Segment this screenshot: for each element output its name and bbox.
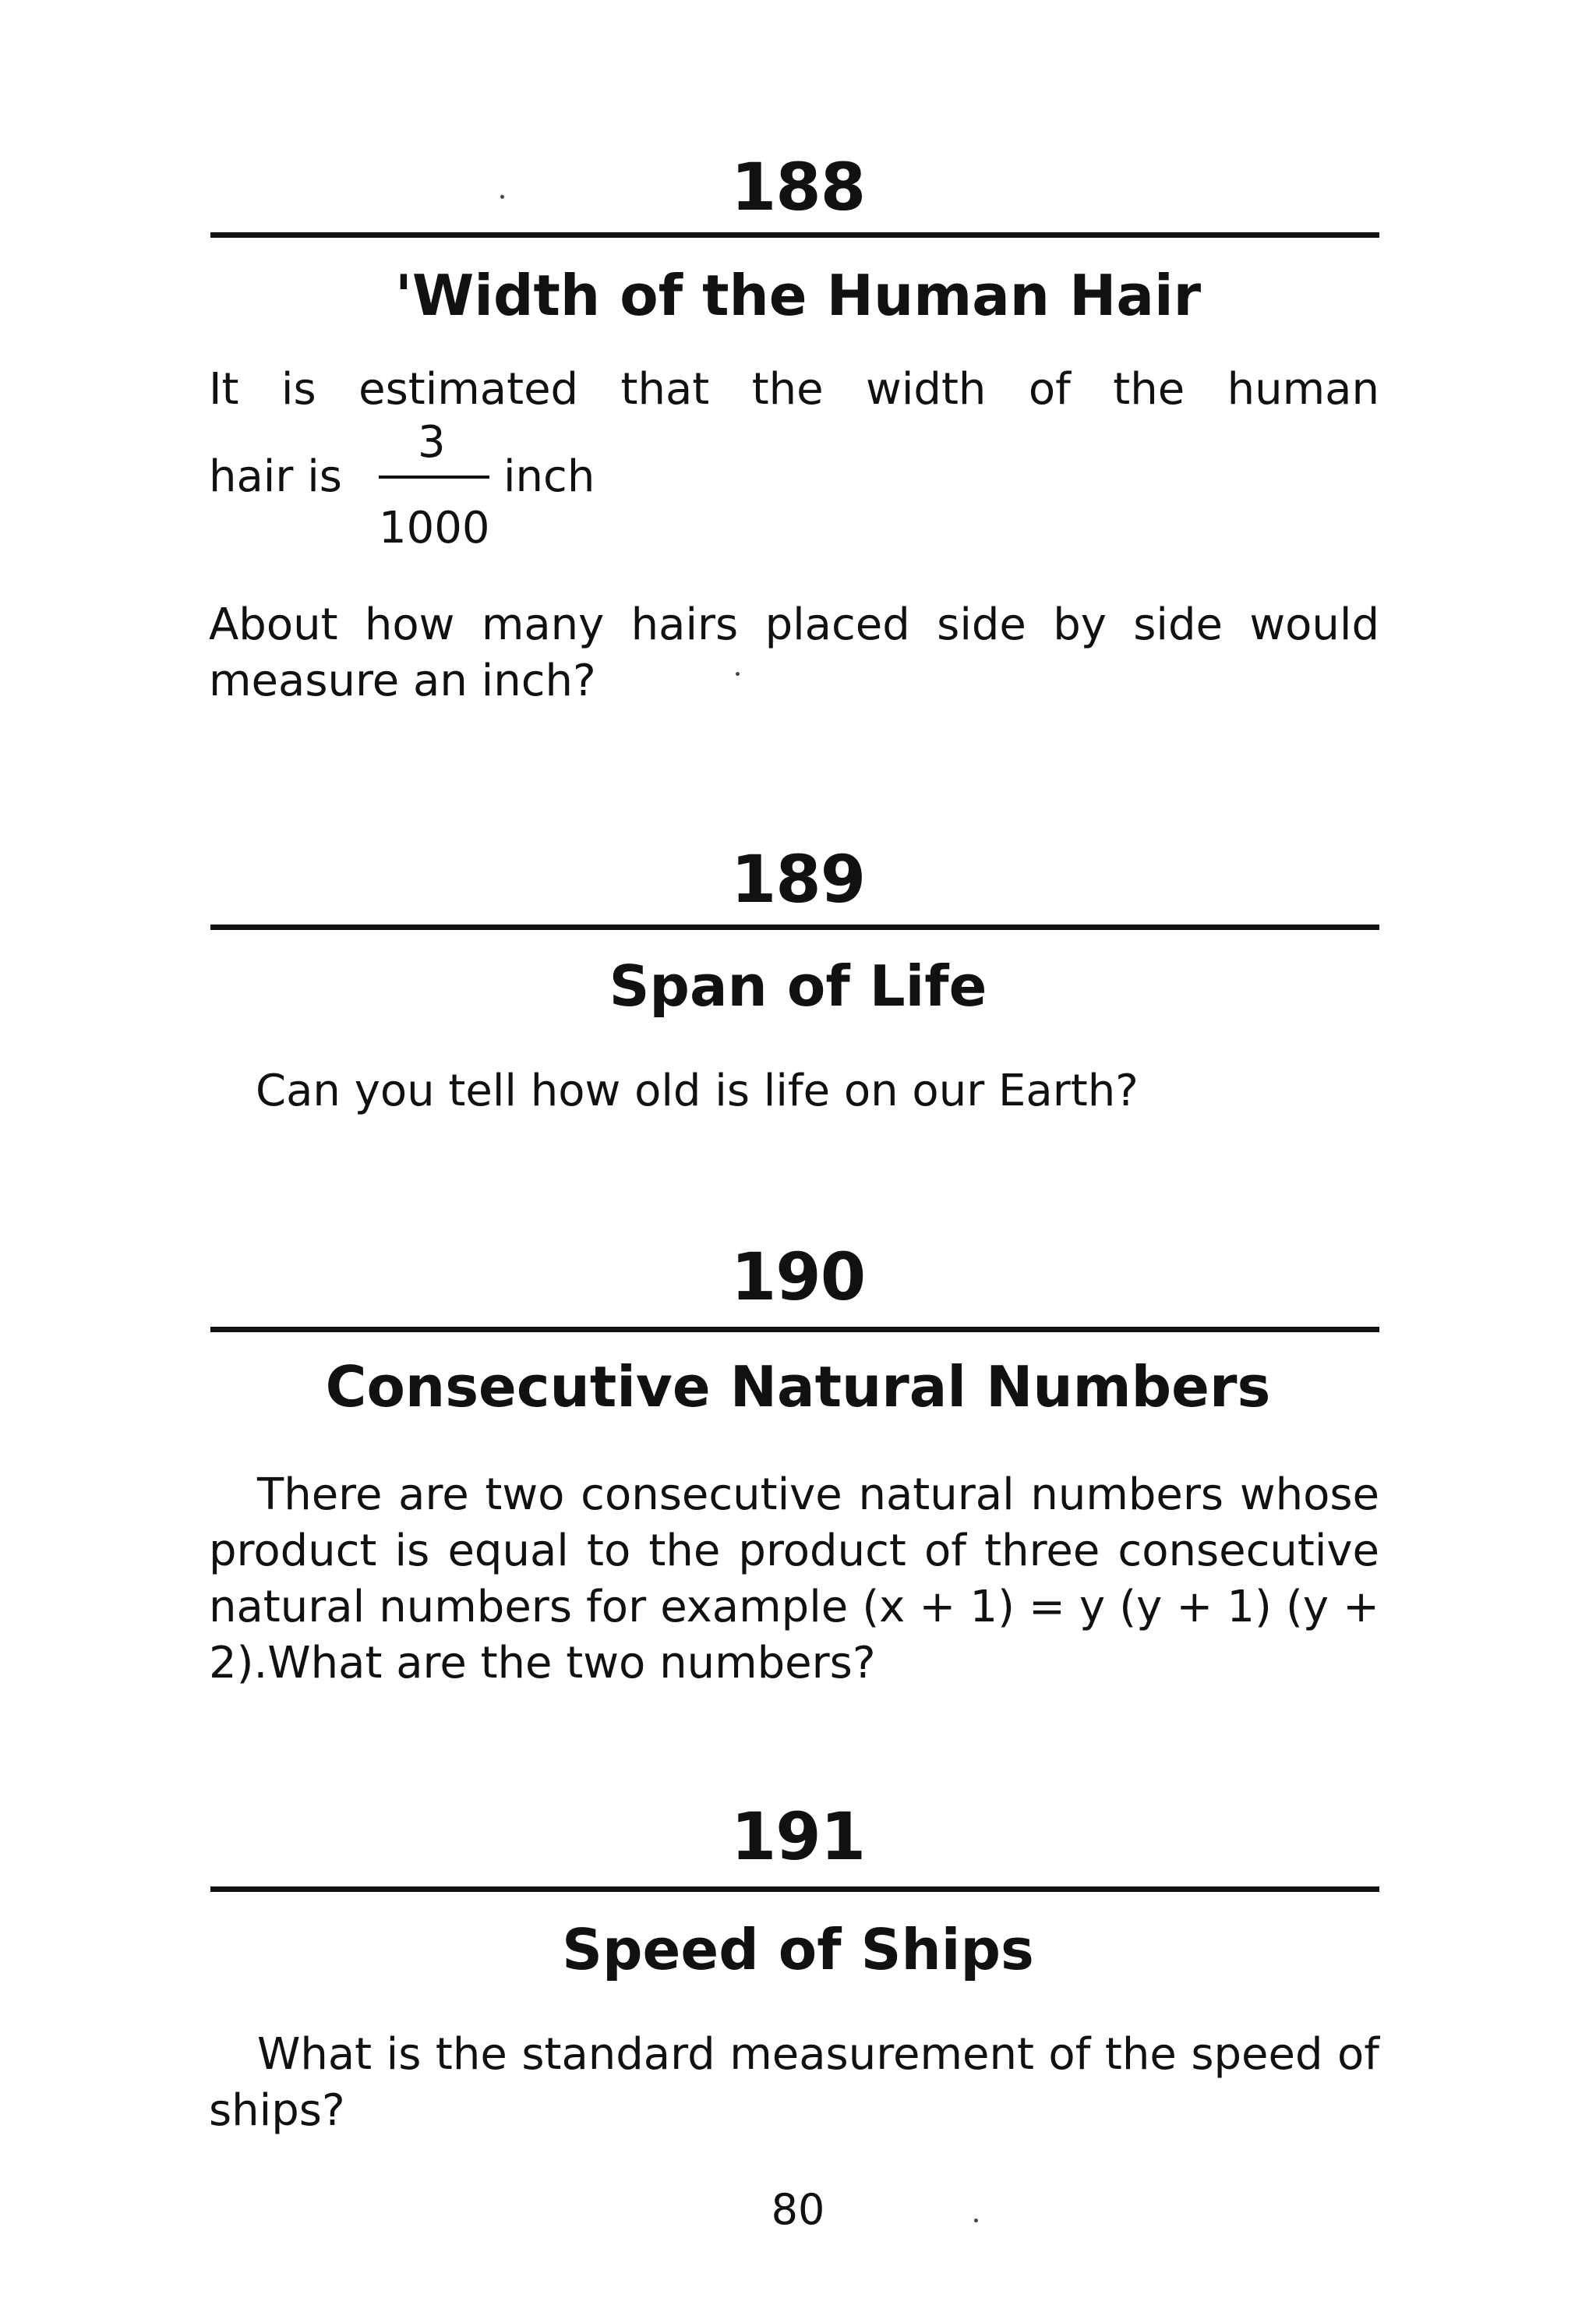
section-divider [210,925,1379,930]
scan-speck [500,195,504,199]
section-divider [210,1327,1379,1332]
puzzle-number-188: 188 [730,149,866,225]
puzzle-question-188: About how many hairs placed side by side would measure an inch? [209,599,1379,706]
section-divider [210,1886,1379,1892]
puzzle-title-188: 'Width of the Human Hair [394,263,1202,328]
puzzle-question-189: Can you tell how old is life on our Earth? [256,1066,1139,1116]
fraction-bar [379,476,489,479]
page-number: 80 [771,2185,825,2234]
puzzle-question-190: There are two consecutive natural numbers whose product is equal to the product of three consecutive natural numbers for example (x + 1) = y (y + 1) (y + 2).What are the two numbers? [209,1469,1379,1688]
fraction-denominator: 1000 [379,503,490,553]
scan-speck [974,2219,978,2222]
puzzle-title-191: Speed of Ships [562,1917,1034,1982]
fraction-numerator: 3 [418,417,446,468]
puzzle-title-190: Consecutive Natural Numbers [325,1354,1271,1420]
puzzle-question-191: What is the standard measurement of the speed of ships? [209,2029,1379,2136]
puzzle-number-190: 190 [730,1239,866,1315]
puzzle-title-189: Span of Life [609,953,987,1019]
puzzle-number-189: 189 [730,841,866,918]
puzzle-number-191: 191 [730,1798,866,1875]
hair-is-text: hair is [209,451,342,502]
section-divider [210,232,1379,238]
scan-speck [736,672,740,676]
fraction-unit: inch [503,451,595,502]
puzzle-text-188-line1: It is estimated that the width of the human [209,364,1379,415]
